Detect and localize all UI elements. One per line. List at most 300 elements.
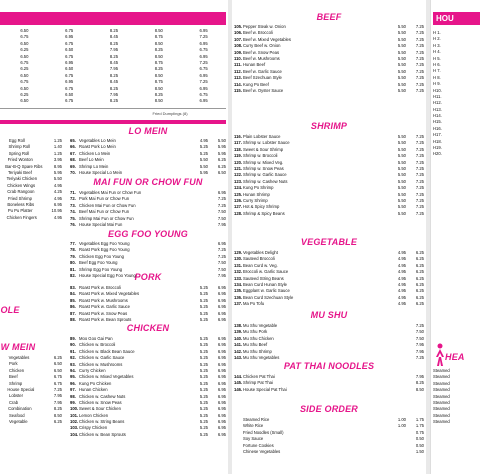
price-cell: 8.25	[109, 85, 119, 91]
item-number: 67.	[70, 150, 76, 156]
price-cell: 6.95	[199, 28, 208, 33]
item-name: Eggplant w. Garlic Sauce	[243, 288, 290, 294]
price-cell: 6.95	[199, 53, 208, 59]
item-price-large: 6.95	[217, 297, 226, 303]
item-name: Pork Mai Fun or Chow Fun	[79, 196, 130, 202]
menu-item-row	[234, 88, 424, 94]
item-price-small: 4.95	[397, 281, 406, 287]
item-price-large: 7.25	[415, 172, 424, 178]
item-price-small: 5.25	[199, 297, 208, 303]
item-name: Beef	[9, 374, 18, 380]
person-figure-icon	[434, 343, 446, 367]
item-price-small: 5.25	[199, 310, 208, 316]
item-name: Fried Shrimp	[7, 195, 32, 201]
item-number: 140.	[234, 335, 243, 341]
item-price-small: 5.25	[199, 374, 208, 380]
price-cell: 6.50	[20, 53, 29, 59]
item-price-small: 5.25	[199, 291, 208, 297]
price-cell: 6.50	[65, 66, 74, 72]
price-cell: 6.95	[199, 72, 208, 78]
item-price-large: 8.25	[53, 406, 62, 412]
item-name: Mu Shu Vegetable	[243, 323, 278, 328]
item-price-large: 5.95	[217, 150, 226, 156]
item-price-small: 5.25	[199, 304, 208, 310]
item-price-small: 5.25	[199, 355, 208, 361]
item-price-large: 6.95	[217, 431, 226, 437]
item-number: 143.	[234, 354, 243, 360]
item-price-large: 6.25	[415, 256, 424, 262]
item-name: White Rice	[243, 423, 264, 429]
item-price-small: 4.95	[397, 269, 406, 275]
menu-item-row	[234, 387, 424, 393]
item-number: 121.	[234, 165, 243, 171]
item-number: 76.	[70, 221, 76, 227]
item-price-large: 8.95	[53, 163, 62, 169]
item-name: Curry Shrimp	[243, 197, 268, 203]
pork-list	[70, 285, 226, 323]
item-name: Beef w. Mixed Vegetables	[243, 36, 291, 42]
item-name: Crab Rangoon	[7, 189, 35, 195]
item-code: H 2.	[433, 36, 441, 42]
item-price-small: 5.50	[397, 68, 406, 74]
item-name: Shrimp w. Broccoli	[243, 153, 278, 159]
item-price-small: 5.25	[199, 406, 208, 412]
item-name: Ma Po Tofu	[243, 301, 265, 307]
item-number: 141.	[234, 342, 243, 348]
item-code: H12.	[433, 100, 442, 106]
section-title-shrimp: SHRIMP	[310, 121, 348, 131]
item-name: Mu Shu Vegetables	[243, 354, 280, 360]
price-cell: 8.50	[154, 53, 163, 59]
item-price-large: 6.95	[217, 374, 226, 380]
item-name: Beef Egg Foo Young	[79, 260, 118, 266]
item-price-small: 5.50	[397, 159, 406, 165]
item-price-small: 5.50	[397, 210, 406, 216]
item-name: Chicken w. Broccoli	[79, 342, 116, 348]
item-code: H15.	[433, 119, 442, 125]
price-cell: 8.25	[109, 28, 119, 33]
item-price-large: 6.25	[415, 281, 424, 287]
price-cell: 8.45	[109, 79, 119, 85]
price-cell: 6.75	[65, 85, 74, 91]
item-price-large: 6.95	[217, 355, 226, 361]
item-price-small: 4.95	[397, 256, 406, 262]
item-number: 132.	[234, 269, 243, 275]
item-name: Kung Po Chicken	[79, 380, 112, 386]
item-name: Sweet & Sour Shrimp	[243, 146, 284, 152]
item-price-small: 5.25	[199, 285, 208, 290]
item-name: Vegetables Delight	[243, 250, 278, 255]
price-cell: 6.75	[20, 34, 29, 40]
item-name: Vegetables Egg Foo Young	[79, 241, 130, 246]
price-cell: 6.75	[199, 66, 208, 72]
price-table-row	[2, 98, 226, 104]
item-price-large: 5.95	[217, 144, 226, 150]
item-price-small: 5.50	[397, 165, 406, 171]
divider	[0, 108, 226, 109]
item-number: 104.	[70, 431, 79, 437]
menu-column-right-partial	[430, 0, 475, 474]
item-name: Shrimp w. Lobster Sauce	[243, 140, 290, 146]
price-cell: 6.75	[20, 79, 29, 85]
item-name: Shrimp w. Cashew Nuts	[243, 178, 288, 184]
item-price-small: 5.50	[397, 62, 406, 68]
price-cell: 6.50	[65, 91, 74, 97]
item-name: Roast Pork Lo Mein	[79, 144, 116, 150]
price-cell: 7.95	[109, 91, 119, 97]
item-number: 120.	[234, 159, 243, 165]
section-title-vegetable: VEGETABLE	[300, 237, 358, 247]
item-number: 69.	[70, 163, 76, 169]
item-price-large: 7.25	[415, 81, 424, 87]
item-price-small: 5.25	[199, 399, 208, 405]
item-number: 94.	[70, 367, 76, 373]
item-price-large: 8.50	[415, 386, 424, 392]
item-price-small: 4.95	[397, 250, 406, 255]
item-price-large: 7.25	[217, 247, 226, 253]
item-code: H16.	[433, 125, 442, 131]
item-price-large: 7.25	[415, 68, 424, 74]
item-price-large: 6.95	[217, 406, 226, 412]
item-name: Chicken Mai Fun or Chow Fun	[79, 202, 136, 208]
item-name: Mu Shu Shrimp	[243, 348, 272, 354]
item-price-large: 7.25	[415, 30, 424, 36]
item-price-large: 7.50	[415, 329, 424, 335]
left-partial-list-1	[0, 138, 62, 221]
code-row	[433, 151, 475, 157]
item-number: 129.	[234, 250, 243, 255]
item-number: 82.	[70, 272, 76, 278]
top-table-footer: Fried Dumplings (8)	[152, 111, 188, 116]
item-price-small: 4.95	[397, 262, 406, 268]
item-number: 97.	[70, 387, 76, 393]
item-price-small: 1.00	[397, 417, 406, 422]
item-code: H20.	[433, 151, 442, 157]
item-name: Vegetables Mai Fun or Chow Fun	[79, 190, 142, 195]
price-cell: 6.50	[20, 28, 29, 33]
item-name: Beef w. Broccoli	[243, 30, 273, 36]
item-price-small	[37, 215, 49, 221]
item-number: 83.	[70, 285, 76, 290]
item-code: H 3.	[433, 42, 441, 48]
price-cell: 6.25	[20, 91, 29, 97]
item-price-large: 6.95	[217, 190, 226, 195]
item-number: 114.	[234, 81, 242, 87]
item-price-small: 5.50	[397, 43, 406, 49]
menu-item-row	[70, 222, 226, 228]
item-number: 126.	[234, 197, 243, 203]
item-code: H 5.	[433, 55, 441, 61]
item-name: Pork	[9, 361, 18, 367]
item-name: Steamed Rice	[243, 417, 270, 422]
item-price-small: 5.50	[397, 197, 406, 203]
item-code: H11.	[433, 93, 442, 99]
item-price-large: 6.75	[53, 380, 62, 386]
item-name: Combination	[8, 406, 32, 412]
item-number	[0, 215, 7, 221]
menu-item-row	[234, 449, 424, 455]
item-price-large: 6.25	[415, 294, 424, 300]
item-number: 84.	[70, 291, 76, 297]
item-price-small: 5.95	[199, 169, 208, 175]
item-name: Chinese Vegetables	[243, 448, 281, 454]
item-name: Shrimp Egg Foo Young	[79, 266, 123, 272]
item-name: Steamed	[433, 380, 450, 386]
item-name: Vegetable	[9, 418, 28, 424]
item-number: 89.	[70, 336, 76, 341]
item-price-large: 6.95	[217, 393, 226, 399]
item-price-large: 1.25	[53, 138, 62, 143]
item-name: Seafood	[9, 412, 25, 418]
item-name: Hunan Beef	[243, 62, 266, 68]
item-code: H 6.	[433, 61, 441, 67]
price-cell: 6.95	[65, 34, 74, 40]
item-price-large: 7.25	[217, 253, 226, 259]
item-name: Pu Pu Platter	[7, 208, 33, 214]
item-name: Shrimp w. Mixed Veg.	[243, 159, 284, 165]
item-price-large: 7.50	[217, 215, 226, 221]
section-title-chicken: CHICKEN	[126, 323, 170, 333]
item-price-large: 4.25	[53, 189, 62, 195]
price-cell: 7.95	[109, 47, 119, 53]
item-name: Chicken w. Cashew Nuts	[79, 393, 126, 399]
menu-item-row	[70, 170, 226, 176]
item-name: Chicken Wings	[7, 182, 36, 188]
item-price-small: 4.95	[199, 138, 208, 143]
item-price-large: 0.50	[415, 436, 424, 442]
item-price-large: 7.25	[415, 204, 424, 210]
item-number: 127.	[234, 204, 243, 210]
item-price-small: 5.25	[199, 316, 208, 322]
item-name: House Special Mai Fun	[79, 221, 123, 227]
item-price-large: 0.50	[415, 442, 424, 448]
item-price-large: 6.95	[217, 419, 226, 425]
price-cell: 8.25	[109, 72, 119, 78]
price-cell: 7.25	[199, 79, 208, 85]
item-price-small: 5.50	[397, 204, 406, 210]
item-price-small: 5.50	[397, 191, 406, 197]
item-number: 125.	[234, 191, 243, 197]
item-number: 70.	[70, 169, 76, 175]
price-cell: 8.50	[154, 72, 163, 78]
price-cell: 8.50	[154, 28, 163, 33]
item-price-large: 7.50	[217, 266, 226, 272]
item-price-large: 6.50	[53, 361, 62, 367]
item-name: Chicken w. Mushrooms	[79, 361, 123, 367]
item-price-small: 5.50	[397, 153, 406, 159]
item-price-small: 5.25	[199, 380, 208, 386]
item-price-large: 7.50	[217, 209, 226, 215]
item-name: Spring Roll	[8, 150, 30, 156]
item-price-large: 7.25	[415, 87, 424, 93]
item-code: H 8.	[433, 74, 441, 80]
item-name: Steamed	[433, 374, 450, 380]
item-price-small: 5.25	[199, 367, 208, 373]
item-price-large: 6.25	[415, 262, 424, 268]
item-code: H17.	[433, 132, 442, 138]
item-price-large: 7.25	[415, 185, 424, 191]
item-name: House Special Pat Thai	[243, 386, 287, 392]
item-number: 118.	[234, 146, 242, 152]
price-cell: 6.75	[65, 40, 74, 46]
item-price-small: 5.50	[397, 55, 406, 61]
beef-list	[234, 24, 424, 94]
item-name: Roast Pork w. Mushrooms	[79, 297, 128, 303]
item-price-small: 5.25	[199, 393, 208, 399]
item-number: 80.	[70, 260, 76, 266]
item-price-large: 8.25	[415, 380, 424, 386]
item-price-small: 5.50	[397, 49, 406, 55]
item-code: H 9.	[433, 81, 441, 87]
item-price-large: 6.95	[217, 291, 226, 297]
item-price-large: 6.95	[217, 304, 226, 310]
item-price-small: 5.50	[397, 36, 406, 42]
item-price-small: 5.25	[199, 361, 208, 367]
section-title-pat-thai: PAT THAI NOODLES	[283, 361, 375, 371]
item-price-large: 4.95	[53, 182, 62, 188]
item-name: Vegetables Lo Mein	[79, 138, 116, 143]
item-name: Roast Pork Egg Foo Young	[79, 247, 130, 253]
item-name: Roast Pork w. Broccoli	[79, 285, 121, 290]
item-price-large: 6.25	[53, 355, 63, 360]
price-cell: 8.75	[154, 79, 163, 85]
item-price-small: 5.50	[397, 75, 406, 81]
item-price-large: 5.50	[53, 176, 62, 182]
item-number: 101.	[70, 412, 79, 418]
item-price-small: 5.50	[397, 134, 406, 139]
item-name: Chicken w. Mixed Vegetables	[79, 374, 134, 380]
item-price-small: 5.25	[199, 425, 208, 431]
item-price-small: 5.25	[199, 431, 208, 437]
price-cell: 6.50	[20, 85, 29, 91]
price-cell: 6.50	[65, 47, 74, 53]
item-name: Kung Po Shrimp	[243, 185, 274, 191]
price-cell: 6.50	[20, 72, 29, 78]
item-number: 109.	[234, 49, 243, 55]
menu-item-row	[70, 432, 226, 438]
item-price-large: 7.25	[217, 202, 226, 208]
item-price-large: 7.25	[217, 196, 226, 202]
item-name: Crispy Chicken	[79, 425, 108, 431]
section-title-lo-mein: LO MEIN	[128, 126, 168, 136]
item-number: 146.	[234, 386, 243, 392]
section-title-partial-right-1: HOU	[433, 12, 480, 25]
item-name: Broccoli w. Garlic Sauce	[243, 269, 289, 275]
mu-shu-list	[234, 323, 424, 361]
item-price-small: 5.50	[397, 30, 406, 36]
item-number: 137.	[234, 301, 243, 307]
sub-band	[0, 120, 226, 124]
item-name: Chicken w. String Beans	[79, 419, 125, 425]
item-name: Hunan Chicken	[79, 387, 108, 393]
item-price-large: 7.25	[415, 153, 424, 159]
item-price-large: 7.95	[53, 399, 62, 405]
item-price-large: 6.95	[217, 367, 226, 373]
item-number: 65.	[70, 138, 76, 143]
item-name: Chicken	[9, 367, 25, 373]
item-price-large: 6.25	[217, 163, 226, 169]
item-price-large: 6.95	[217, 316, 226, 322]
item-price-large: 6.95	[217, 336, 226, 341]
section-title-partial-left-1: OLE	[0, 305, 20, 315]
item-price-small: 5.50	[397, 24, 406, 29]
price-cell: 6.25	[20, 66, 29, 72]
item-price-large: 6.95	[217, 285, 226, 290]
item-price-large: 4.95	[53, 195, 62, 201]
item-name: Beef w. Snow Peas	[243, 49, 280, 55]
item-number: 81.	[70, 266, 76, 272]
item-name: Roast Pork w. Garlic Sauce	[79, 304, 130, 310]
item-code: H18.	[433, 138, 442, 144]
item-name: Chicken Fingers	[6, 214, 37, 220]
item-price-small: 4.95	[397, 294, 406, 300]
price-cell: 8.50	[154, 98, 163, 104]
item-number: 90.	[70, 342, 76, 348]
item-name: Beef w. Oyster Sauce	[243, 87, 284, 93]
item-number: 77.	[70, 241, 76, 246]
item-name: Chicken w. Black Bean Sauce	[79, 348, 135, 354]
item-code: H13.	[433, 106, 442, 112]
price-cell: 6.75	[199, 91, 208, 97]
item-name: Shrimp Mai Fun or Chow Fun	[79, 215, 134, 221]
item-name: Roast Pork w. Snow Peas	[79, 310, 128, 316]
item-number: 135.	[234, 288, 243, 294]
menu-column-left	[0, 0, 228, 474]
item-price-large: 7.25	[53, 386, 62, 392]
item-number: 124.	[234, 185, 243, 191]
item-name: Beef Lo Mein	[79, 157, 104, 163]
left-partial-list-2	[0, 355, 62, 425]
item-price-small: 5.50	[397, 140, 406, 146]
item-price-large: 4.95	[53, 214, 62, 220]
section-title-side-order: SIDE ORDER	[299, 404, 358, 414]
item-price-large: 6.95	[217, 412, 226, 418]
price-cell: 7.25	[199, 59, 208, 65]
item-name: Mu Shu Chicken	[243, 335, 274, 341]
item-name: Shrimp	[9, 380, 23, 386]
item-price-large: 3.95	[53, 157, 63, 163]
item-price-large: 6.50	[53, 367, 62, 373]
item-price-small: 5.25	[199, 419, 208, 425]
item-name: Fried Noodles (Small)	[243, 429, 284, 435]
item-price-large: 7.95	[415, 348, 424, 354]
item-name: Lobster	[9, 393, 23, 399]
menu-item-row	[234, 211, 424, 217]
item-name: Beef w. Mushrooms	[243, 55, 280, 61]
item-number: 142.	[234, 348, 243, 354]
item-price-small: 5.50	[397, 81, 406, 87]
item-name: Plain Lobster Sauce	[243, 134, 281, 139]
item-number: 86.	[70, 304, 76, 310]
item-price-large: 6.25	[415, 288, 424, 294]
item-number: 138.	[234, 323, 243, 328]
item-price-small: 5.50	[397, 185, 406, 191]
section-title-egg-foo-young: EGG FOO YOUNG	[108, 229, 188, 239]
price-cell: 8.25	[154, 91, 163, 97]
item-price-small: 5.50	[397, 146, 406, 152]
item-price-large: 6.95	[217, 380, 226, 386]
top-table-header	[0, 12, 226, 25]
price-cell: 6.75	[65, 98, 74, 104]
item-price-large: 1.75	[415, 423, 424, 429]
item-number: 68.	[70, 157, 76, 163]
item-code: H 7.	[433, 68, 441, 74]
item-price-large: 6.25	[415, 275, 424, 281]
price-cell: 6.75	[199, 47, 208, 53]
price-cell: 6.25	[20, 47, 29, 53]
price-cell: 8.25	[154, 47, 163, 53]
item-price-large: 5.95	[53, 169, 62, 175]
